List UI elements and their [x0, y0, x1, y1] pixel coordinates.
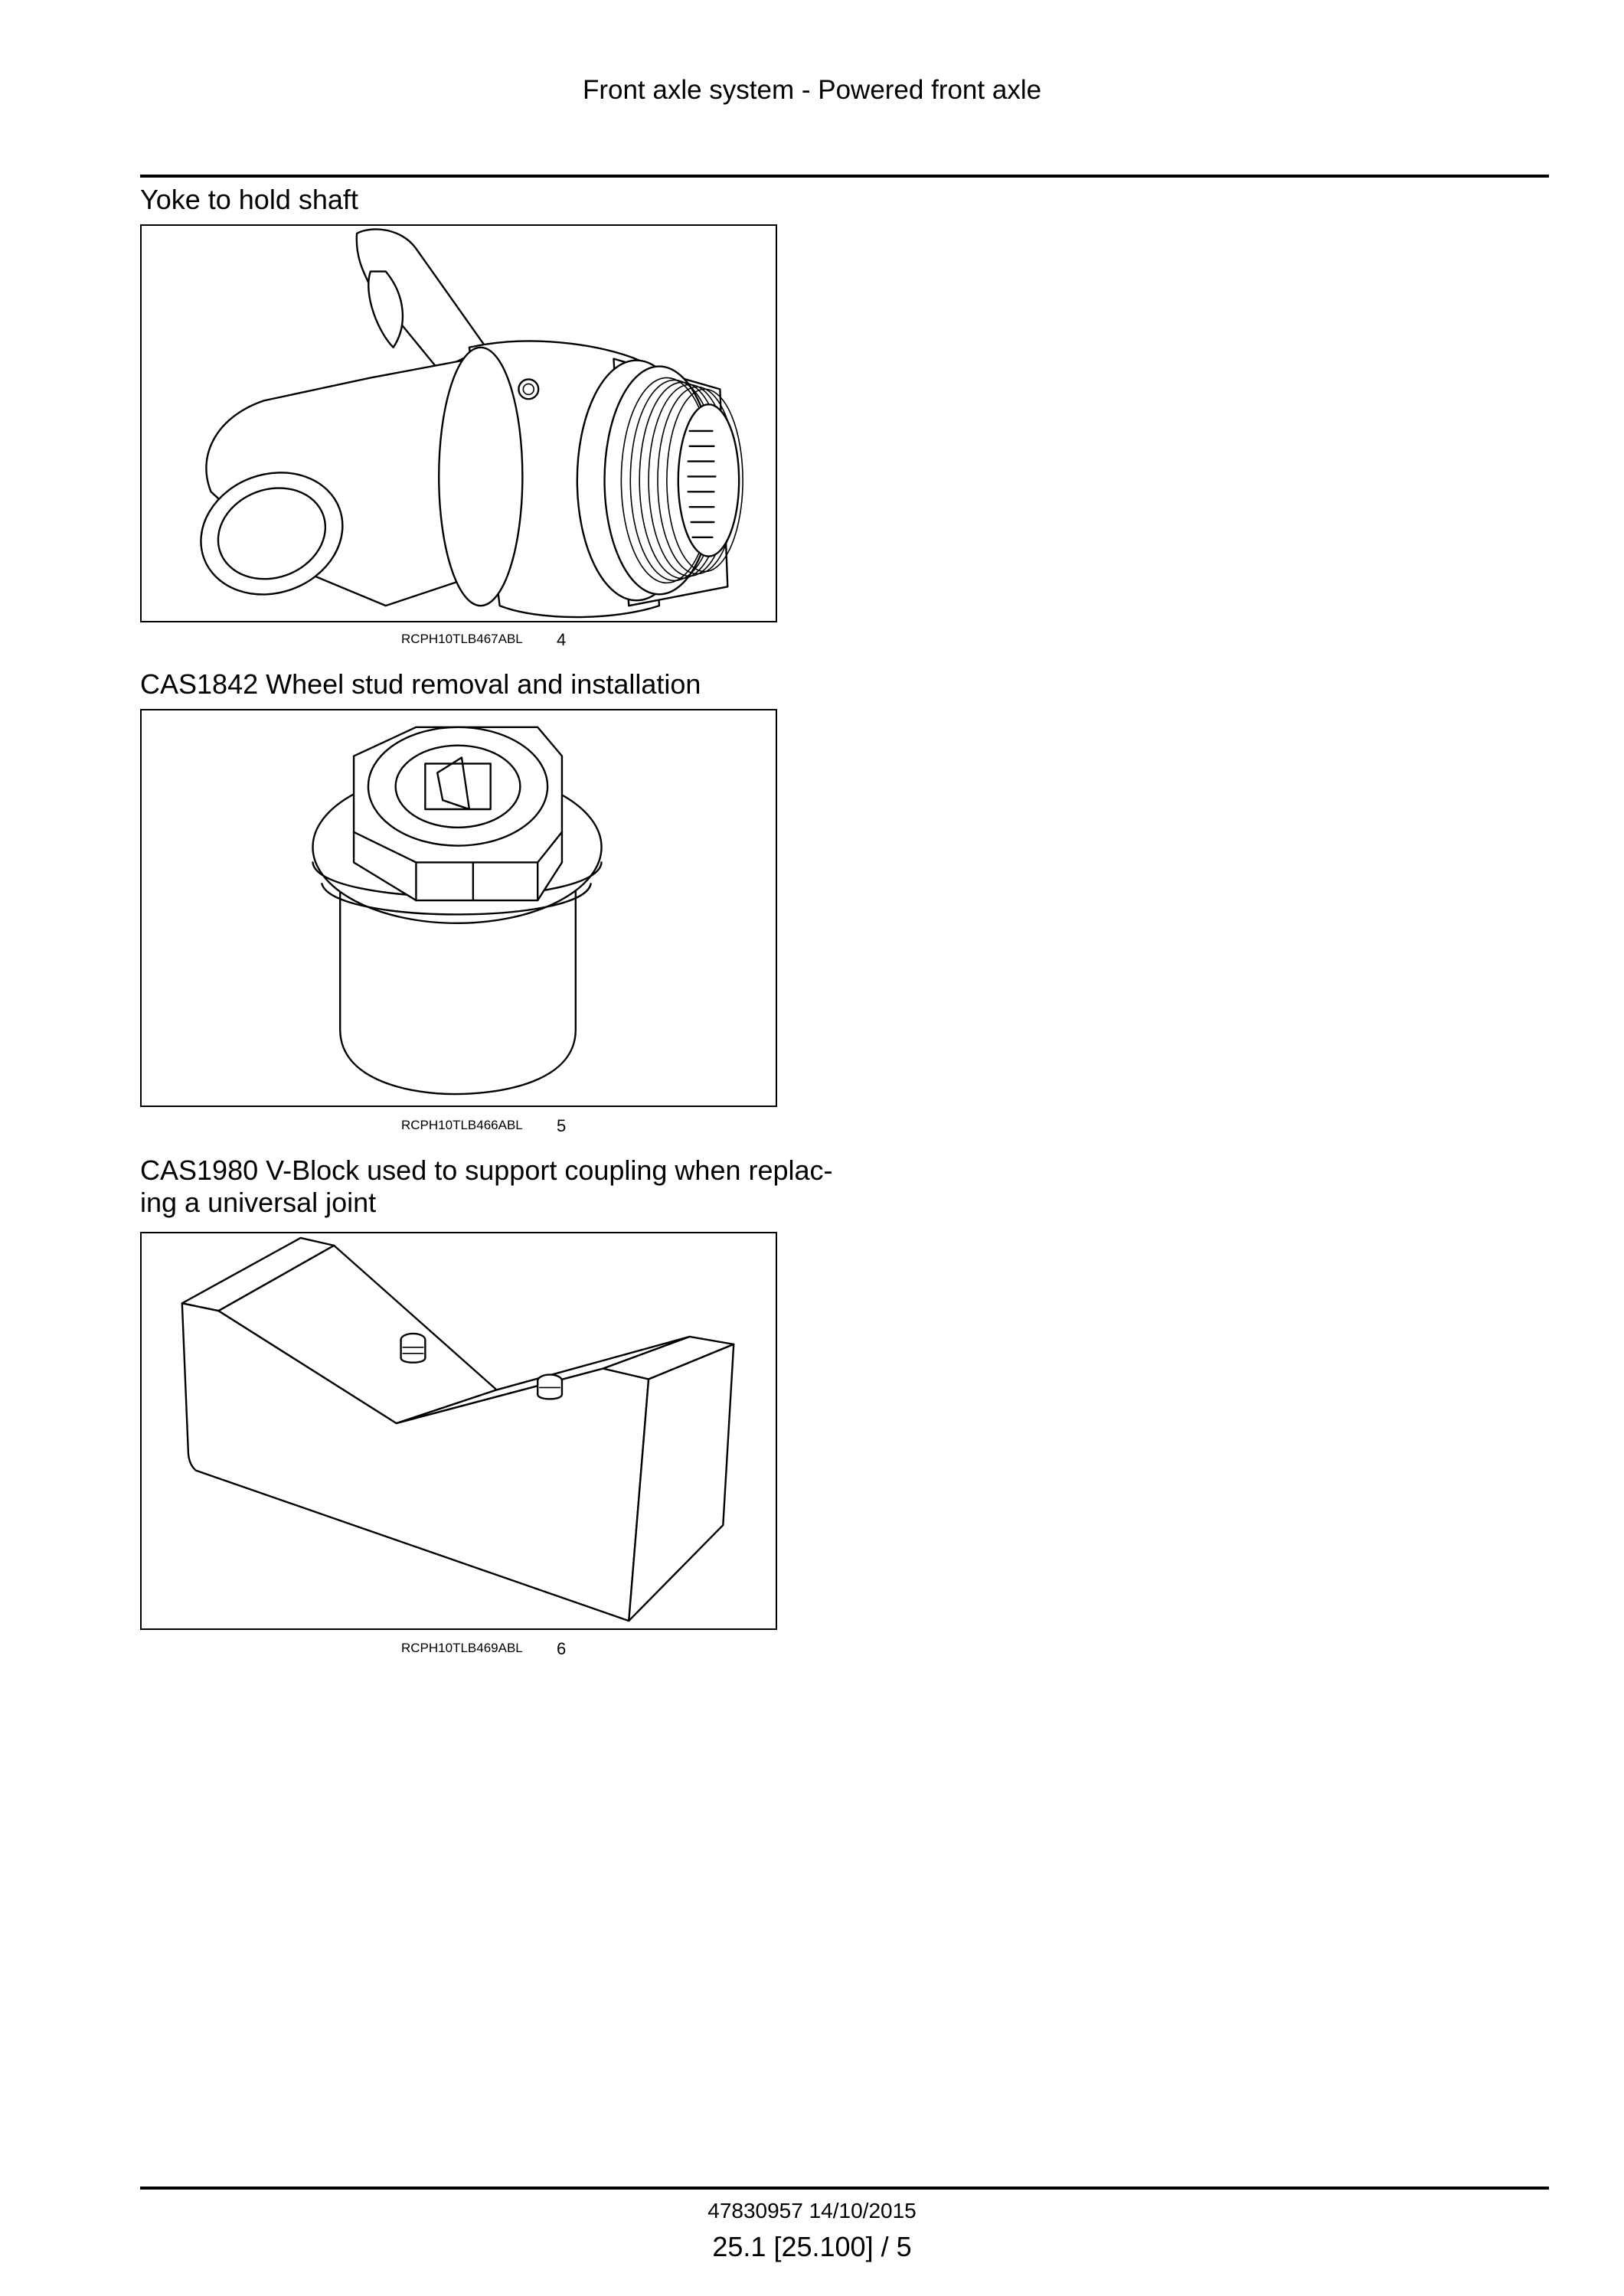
figure-4-image	[140, 224, 777, 622]
v-block-illustration	[142, 1233, 776, 1628]
figure-5-number: 5	[557, 1116, 567, 1135]
stud-tool-illustration	[142, 710, 776, 1106]
header-rule	[140, 175, 1549, 178]
figure-6-title	[140, 1155, 845, 1219]
footer-doc-reference: 47830957 14/10/2015	[707, 2199, 917, 2223]
figure-5-code: RCPH10TLB466ABL	[401, 1118, 523, 1132]
figure-6-code: RCPH10TLB469ABL	[401, 1641, 523, 1655]
footer-rule	[140, 2187, 1549, 2190]
figure-6-title-line-1: CAS1980 V-Block used to support coupling when replac-	[140, 1155, 833, 1186]
figure-4-number: 4	[557, 630, 567, 649]
figure-5-title: CAS1842 Wheel stud removal and installation	[140, 668, 701, 700]
yoke-illustration	[142, 226, 776, 621]
figure-4-code: RCPH10TLB467ABL	[401, 632, 523, 646]
figure-5-image	[140, 709, 777, 1107]
page-header-title: Front axle system - Powered front axle	[582, 75, 1042, 105]
figure-6-image	[140, 1232, 777, 1630]
figure-4-title: Yoke to hold shaft	[140, 184, 358, 215]
figure-6-number: 6	[557, 1639, 567, 1658]
figure-6-title-line-2: ing a universal joint	[140, 1187, 377, 1218]
footer-page-reference: 25.1 [25.100] / 5	[712, 2231, 912, 2262]
